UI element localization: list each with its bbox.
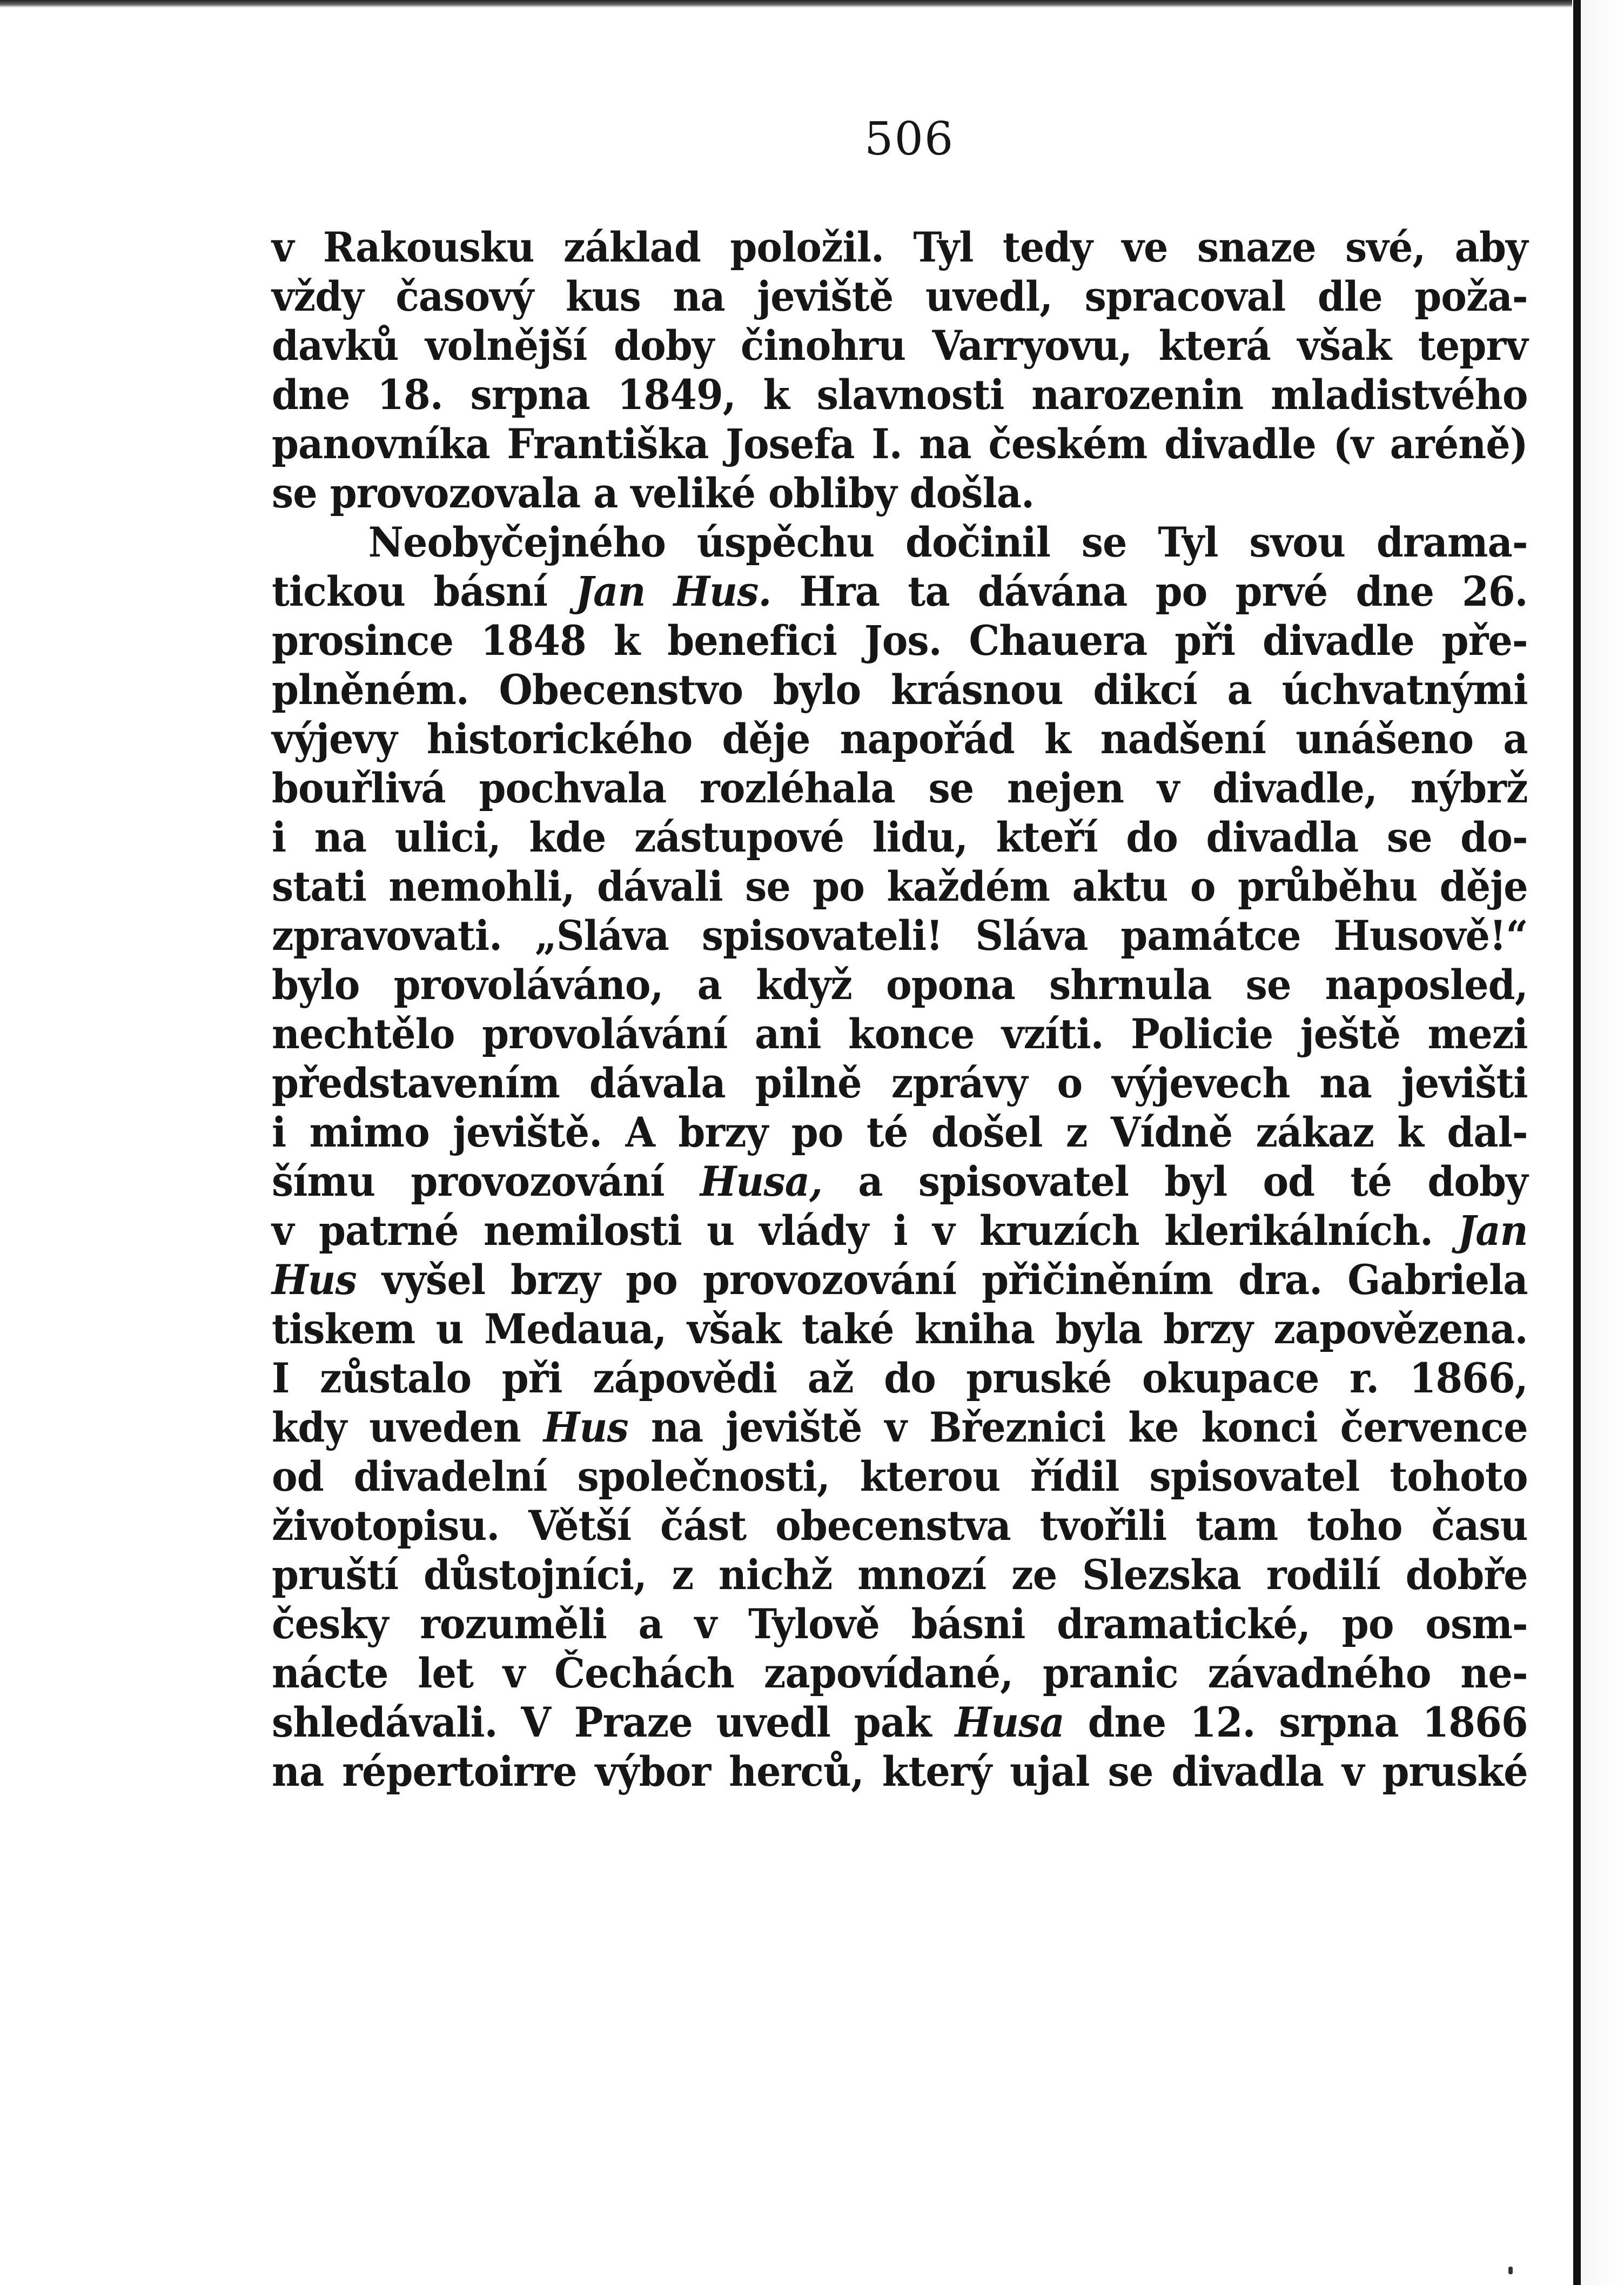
line-part: Hra ta dávána po prvé dne 26. [771, 567, 1528, 615]
text-line: životopisu. Větší část obecenstva tvořili tam toho času [272, 1502, 1528, 1550]
text-line: plněném. Obecenstvo bylo krásnou dikcí a úchvatnými [272, 666, 1528, 714]
line-part: dne 12. srpna 1866 [1064, 1698, 1528, 1746]
text-line: náctе let v Čechách zapovídané, pranic závadného ne- [272, 1649, 1528, 1697]
text-line: se provozovala a veliké obliby došla. [272, 469, 1035, 517]
line-part: tickou básní [272, 567, 576, 615]
text-line: v Rakousku základ položil. Tyl tedy ve snaze své, aby [272, 223, 1528, 271]
text-line: tiskem u Medaua, však také kniha byla brzy zapovězena. [272, 1305, 1528, 1353]
text-line-mixed [272, 1403, 1528, 1452]
text-line: davků volnější doby činohru Varryovu, která však teprv [272, 321, 1528, 370]
scan-speck [1508, 2267, 1513, 2274]
text-line: prosince 1848 k benefici Jos. Chauera při divadle pře- [272, 617, 1528, 665]
title-italic: Jan Hus. [575, 567, 771, 615]
text-line-mixed [272, 1206, 1528, 1255]
body-text [272, 223, 1528, 1796]
text-line: I zůstalo při zápovědi až do pruské okupace r. 1866, [272, 1354, 1528, 1402]
text-line: dne 18. srpna 1849, k slavnosti narozenin mladistvého [272, 371, 1528, 419]
line-part: v patrné nemilosti u vlády i v kruzích klerikálních. [272, 1207, 1458, 1255]
text-line: i na ulici, kde zástupové lidu, kteří do divadla se do- [272, 813, 1528, 861]
text-line: Neobyčejného úspěchu dočinil se Tyl svou drama- [368, 518, 1528, 566]
title-italic: Husa, [700, 1157, 823, 1205]
line-part: vyšel brzy po provozování přičiněním dra. Gabriela [356, 1256, 1528, 1304]
text-line: představením dávala pilně zprávy o výjevech na jevišti [272, 1059, 1528, 1107]
line-part: kdy uveden [272, 1403, 543, 1451]
text-line: i mimo jeviště. A brzy po té došel z Vídně zákaz k dal- [272, 1108, 1528, 1156]
title-italic: Jan [1458, 1207, 1528, 1255]
text-line: na répertoirre výbor herců, který ujal se divadla v pruské [272, 1747, 1528, 1795]
scan-right-edge [1572, 0, 1624, 2285]
text-line: od divadelní společnosti, kterou řídil spisovatel tohoto [272, 1452, 1528, 1500]
paragraph-1 [272, 223, 1528, 518]
line-part: shledávali. V Praze uvedl pak [272, 1698, 955, 1746]
text-line: pruští důstojníci, z nichž mnozí ze Slezska rodilí dobře [272, 1551, 1528, 1599]
text-line: panovníka Františka Josefa I. na českém divadle (v aréně) [272, 420, 1528, 468]
line-part: na jeviště v Březnici ke konci července [628, 1403, 1528, 1451]
text-line-mixed [272, 1255, 1528, 1304]
text-line: bouřlivá pochvala rozléhala se nejen v divadle, nýbrž [272, 764, 1528, 812]
line-part: šímu provozování [272, 1157, 700, 1205]
page-number: 506 [864, 112, 955, 165]
title-italic: Husa [955, 1698, 1064, 1746]
paragraph-2 [272, 518, 1528, 1796]
title-italic: Hus [543, 1403, 628, 1451]
title-italic: Hus [272, 1256, 357, 1304]
text-line: zpravovati. „Sláva spisovateli! Sláva památce Husově!“ [272, 912, 1528, 960]
text-line: výjevy historického děje napořád k nadšení unášeno a [272, 715, 1528, 763]
text-line-mixed [272, 567, 1528, 616]
line-part: a spisovatel byl od té doby [822, 1157, 1528, 1205]
text-line-mixed [272, 1157, 1528, 1206]
text-line: česky rozuměli a v Tylově básni dramatické, po osm- [272, 1600, 1528, 1648]
text-line: nechtělo provolávání ani konce vzíti. Policie ještě mezi [272, 1010, 1528, 1058]
text-line: stati nemohli, dávali se po každém aktu o průběhu děje [272, 862, 1528, 910]
text-line-mixed [272, 1698, 1528, 1747]
text-line: bylo provoláváno, a když opona shrnula se naposled, [272, 961, 1528, 1009]
text-line: vždy časový kus na jeviště uvedl, spracoval dle poža- [272, 272, 1528, 320]
